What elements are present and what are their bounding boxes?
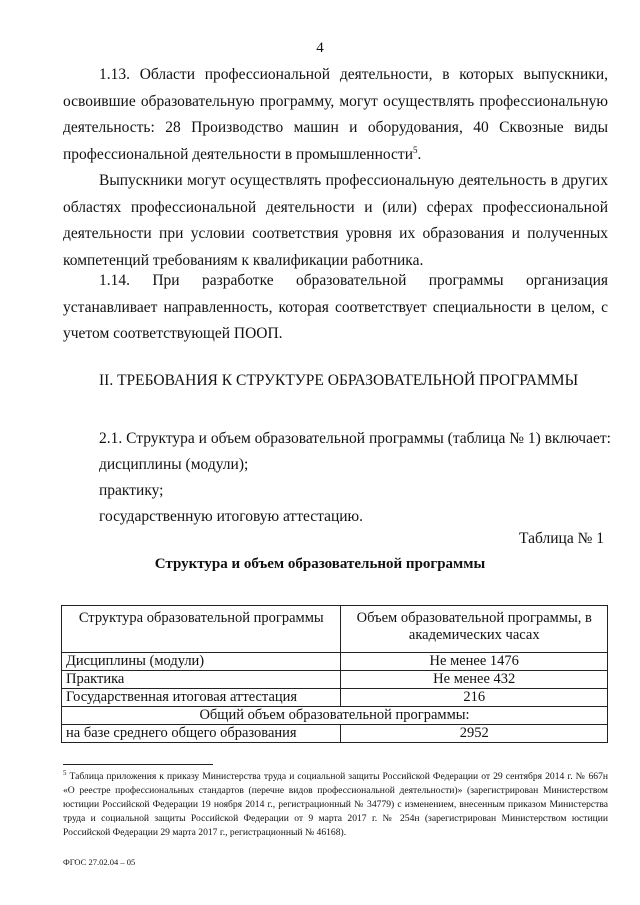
paragraph-1-13 xyxy=(63,62,608,168)
footnote-ref: 5 xyxy=(412,144,418,155)
paragraph-1-13-end: . xyxy=(417,145,422,163)
table-total-label-row xyxy=(62,707,608,725)
table-number: Таблица № 1 xyxy=(519,530,604,547)
table-header-row xyxy=(62,606,608,653)
paragraph-1-14-text: 1.14. При разработке образовательной программы организация устанавливает направленность, которая соответствует специальности в целом, с учетом соответствующей ПООП. xyxy=(63,272,608,342)
paragraph-graduates-text: Выпускники могут осуществлять профессиональную деятельность в других областях профессиональной деятельности и (или) сферах профессиональной деятельности при условии соответствия уровня их образования и полученных компетенций требованиям к квалификации работника. xyxy=(63,172,608,269)
footnote-marker: 5 xyxy=(63,768,67,777)
table-title: Структура и объем образовательной программы xyxy=(154,556,486,572)
table-row xyxy=(62,725,608,743)
footnote xyxy=(63,770,608,840)
footnote-divider xyxy=(63,764,213,765)
table-cell-value: Не менее 432 xyxy=(341,671,608,689)
table-cell-name: на базе среднего общего образования xyxy=(62,725,341,743)
paragraph-1-14 xyxy=(63,268,608,348)
list-item-practice: практику; xyxy=(99,482,164,499)
paragraph-graduates xyxy=(63,168,608,274)
table-total-label: Общий объем образовательной программы: xyxy=(62,707,608,725)
table-row xyxy=(62,653,608,671)
table-cell-value: 216 xyxy=(341,689,608,707)
structure-table xyxy=(61,605,608,743)
table-cell-name: Дисциплины (модули) xyxy=(62,653,341,671)
table-cell-value: Не менее 1476 xyxy=(341,653,608,671)
table-cell-name: Государственная итоговая аттестация xyxy=(62,689,341,707)
footnote-text: Таблица приложения к приказу Министерства труда и социальной защиты Российской Федерации от 29 сентября 2014 г. № 667н «О реестре профессиональных стандартов (перечне видов профессиональной деятельности)» (зарегистрирован Министерством юстиции Российской Федерации 19 ноября 2014 г., регистрационный № 34779) с изменением, внесенным приказом Министерства труда и социальной защиты Российской Федерации от 9 марта 2017 г. № 254н (зарегистрирован Министерством юстиции Российской Федерации 29 марта 2017 г., регистрационный № 46168). xyxy=(63,771,608,838)
table-cell-name: Практика xyxy=(62,671,341,689)
table-header-volume: Объем образовательной программы, в академических часах xyxy=(341,606,608,653)
table-row xyxy=(62,671,608,689)
table-row xyxy=(62,689,608,707)
table-header-structure: Структура образовательной программы xyxy=(62,606,341,653)
section-title: II. ТРЕБОВАНИЯ К СТРУКТУРЕ ОБРАЗОВАТЕЛЬНОЙ ПРОГРАММЫ xyxy=(99,372,579,389)
paragraph-1-13-text: 1.13. Области профессиональной деятельности, в которых выпускники, освоившие образовательную программу, могут осуществлять профессиональную деятельность: 28 Производство машин и оборудования, 40 Сквозные виды профессиональной деятельности в промышленности xyxy=(63,66,608,163)
table-cell-value: 2952 xyxy=(341,725,608,743)
list-intro: 2.1. Структура и объем образовательной программы (таблица № 1) включает: xyxy=(99,430,611,447)
list-item-disciplines: дисциплины (модули); xyxy=(99,456,249,473)
list-item-attestation: государственную итоговую аттестацию. xyxy=(99,508,364,525)
page-number: 4 xyxy=(316,40,324,56)
document-footer: ФГОС 27.02.04 – 05 xyxy=(63,857,136,867)
